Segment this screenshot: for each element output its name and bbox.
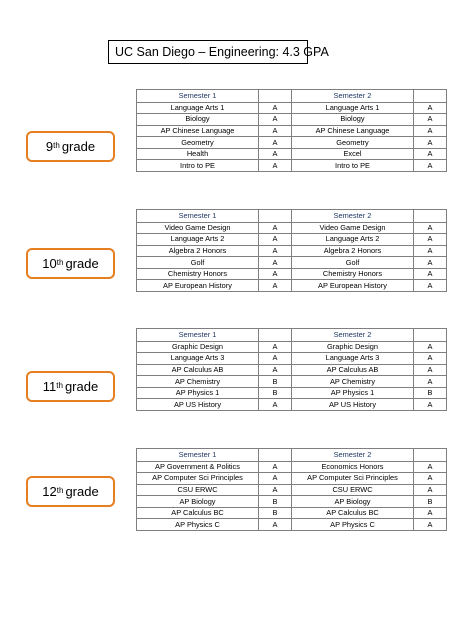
- grade-cell: A: [259, 222, 292, 234]
- course-cell: AP US History: [137, 399, 259, 411]
- course-cell: AP Physics 1: [292, 387, 414, 399]
- semester-1-header: Semester 1: [137, 210, 259, 223]
- course-cell: Language Arts 1: [137, 102, 259, 114]
- table-row: [137, 234, 447, 246]
- blank-header: [414, 210, 447, 223]
- grade-cell: A: [414, 268, 447, 280]
- grade-number: 10: [42, 256, 57, 271]
- course-cell: Graphic Design: [137, 341, 259, 353]
- grade-cell: A: [259, 148, 292, 160]
- table-row: [137, 160, 447, 172]
- blank-header: [414, 90, 447, 103]
- semester-1-header: Semester 1: [137, 449, 259, 462]
- course-cell: AP Calculus BC: [292, 507, 414, 519]
- grade-cell: A: [414, 341, 447, 353]
- grade-cell: A: [259, 234, 292, 246]
- table-row: [137, 222, 447, 234]
- grade-cell: A: [414, 484, 447, 496]
- grade-label-12: 12 $^{th}$ grade: [26, 476, 115, 507]
- table-row: [137, 353, 447, 365]
- grade-cell: A: [414, 245, 447, 257]
- grade-cell: A: [414, 399, 447, 411]
- course-cell: Economics Honors: [292, 461, 414, 473]
- grade-word: grade: [61, 139, 96, 154]
- course-cell: AP European History: [292, 280, 414, 292]
- table-row: [137, 257, 447, 269]
- table-row: [137, 148, 447, 160]
- course-cell: Graphic Design: [292, 341, 414, 353]
- course-cell: Algebra 2 Honors: [137, 245, 259, 257]
- course-cell: Chemistry Honors: [292, 268, 414, 280]
- table-row: [137, 245, 447, 257]
- table-row: [137, 496, 447, 508]
- course-cell: Intro to PE: [137, 160, 259, 172]
- course-cell: Algebra 2 Honors: [292, 245, 414, 257]
- grade-cell: A: [259, 114, 292, 126]
- semester-2-header: Semester 2: [292, 90, 414, 103]
- grade-word: grade: [65, 256, 99, 271]
- blank-header: [259, 90, 292, 103]
- table-row: [137, 102, 447, 114]
- grade-cell: A: [259, 245, 292, 257]
- semester-1-header: Semester 1: [137, 329, 259, 342]
- grade-cell: A: [414, 125, 447, 137]
- blank-header: [259, 449, 292, 462]
- course-cell: Language Arts 2: [137, 234, 259, 246]
- table-row: [137, 114, 447, 126]
- grade-cell: A: [259, 102, 292, 114]
- grade-label-10: 10 $^{th}$ grade: [26, 248, 115, 279]
- grades-table-10: [136, 209, 447, 292]
- grade-cell: A: [259, 160, 292, 172]
- grade-cell: A: [414, 102, 447, 114]
- grade-word: grade: [64, 379, 99, 394]
- grade-cell: A: [259, 125, 292, 137]
- table-row: [137, 137, 447, 149]
- table-row: [137, 399, 447, 411]
- course-cell: Geometry: [137, 137, 259, 149]
- course-cell: Language Arts 2: [292, 234, 414, 246]
- table-row: [137, 364, 447, 376]
- course-cell: AP Computer Sci Principles: [292, 473, 414, 485]
- course-cell: Biology: [137, 114, 259, 126]
- table-row: [137, 280, 447, 292]
- grade-cell: A: [414, 507, 447, 519]
- course-cell: Video Game Design: [292, 222, 414, 234]
- grade-cell: B: [414, 387, 447, 399]
- grade-cell: A: [414, 114, 447, 126]
- grade-cell: A: [414, 364, 447, 376]
- course-cell: CSU ERWC: [292, 484, 414, 496]
- grade-number: 9: [45, 139, 54, 154]
- grade-label-11: 11 $^{th}$ grade: [26, 371, 115, 402]
- grade-cell: A: [259, 473, 292, 485]
- grade-cell: A: [259, 137, 292, 149]
- course-cell: AP Biology: [292, 496, 414, 508]
- blank-header: [259, 329, 292, 342]
- blank-header: [414, 449, 447, 462]
- grade-cell: A: [414, 137, 447, 149]
- course-cell: AP Calculus BC: [137, 507, 259, 519]
- grade-cell: B: [259, 496, 292, 508]
- table-row: [137, 268, 447, 280]
- grade-cell: A: [414, 148, 447, 160]
- page-title: UC San Diego – Engineering: 4.3 GPA: [108, 40, 308, 64]
- course-cell: Golf: [292, 257, 414, 269]
- grade-cell: A: [414, 376, 447, 388]
- grade-cell: B: [259, 507, 292, 519]
- table-row: [137, 376, 447, 388]
- table-row: [137, 125, 447, 137]
- course-cell: AP Chinese Language: [292, 125, 414, 137]
- course-cell: Language Arts 3: [137, 353, 259, 365]
- table-header-row: [137, 90, 447, 103]
- semester-2-header: Semester 2: [292, 449, 414, 462]
- grade-cell: A: [414, 280, 447, 292]
- course-cell: AP Physics C: [292, 519, 414, 531]
- course-cell: Excel: [292, 148, 414, 160]
- table-row: [137, 341, 447, 353]
- blank-header: [259, 210, 292, 223]
- table-row: [137, 461, 447, 473]
- grade-cell: A: [259, 280, 292, 292]
- table-header-row: [137, 329, 447, 342]
- semester-2-header: Semester 2: [292, 329, 414, 342]
- grade-label-9: 9 $^{th}$ grade: [26, 131, 115, 162]
- course-cell: AP European History: [137, 280, 259, 292]
- grade-cell: B: [414, 496, 447, 508]
- table-row: [137, 519, 447, 531]
- grade-cell: A: [259, 364, 292, 376]
- grade-cell: A: [259, 399, 292, 411]
- table-header-row: [137, 449, 447, 462]
- course-cell: AP Chemistry: [292, 376, 414, 388]
- grade-cell: A: [414, 257, 447, 269]
- grade-number: 11: [42, 379, 57, 394]
- course-cell: AP Calculus AB: [137, 364, 259, 376]
- course-cell: AP Chinese Language: [137, 125, 259, 137]
- grade-number: 12: [42, 484, 57, 499]
- table-row: [137, 473, 447, 485]
- course-cell: AP Biology: [137, 496, 259, 508]
- course-cell: AP Physics 1: [137, 387, 259, 399]
- semester-2-header: Semester 2: [292, 210, 414, 223]
- grade-cell: A: [259, 519, 292, 531]
- course-cell: AP US History: [292, 399, 414, 411]
- grades-table-9: [136, 89, 447, 172]
- course-cell: Biology: [292, 114, 414, 126]
- course-cell: AP Calculus AB: [292, 364, 414, 376]
- grade-cell: B: [259, 376, 292, 388]
- table-row: [137, 484, 447, 496]
- grade-cell: A: [259, 353, 292, 365]
- course-cell: CSU ERWC: [137, 484, 259, 496]
- grade-cell: A: [414, 234, 447, 246]
- table-row: [137, 507, 447, 519]
- course-cell: Geometry: [292, 137, 414, 149]
- grades-table-11: [136, 328, 447, 411]
- course-cell: Language Arts 1: [292, 102, 414, 114]
- course-cell: AP Chemistry: [137, 376, 259, 388]
- course-cell: Chemistry Honors: [137, 268, 259, 280]
- course-cell: AP Computer Sci Principles: [137, 473, 259, 485]
- grade-cell: A: [259, 484, 292, 496]
- grade-cell: A: [259, 257, 292, 269]
- course-cell: Golf: [137, 257, 259, 269]
- course-cell: Health: [137, 148, 259, 160]
- grade-cell: A: [259, 461, 292, 473]
- grade-word: grade: [65, 484, 99, 499]
- course-cell: AP Physics C: [137, 519, 259, 531]
- grade-cell: A: [414, 160, 447, 172]
- grade-cell: A: [414, 222, 447, 234]
- course-cell: Video Game Design: [137, 222, 259, 234]
- grade-cell: A: [414, 353, 447, 365]
- grade-cell: B: [259, 387, 292, 399]
- grade-cell: A: [259, 341, 292, 353]
- grade-cell: A: [414, 461, 447, 473]
- grade-cell: A: [414, 473, 447, 485]
- table-row: [137, 387, 447, 399]
- grade-cell: A: [414, 519, 447, 531]
- course-cell: Intro to PE: [292, 160, 414, 172]
- course-cell: Language Arts 3: [292, 353, 414, 365]
- blank-header: [414, 329, 447, 342]
- grades-table-12: [136, 448, 447, 531]
- table-header-row: [137, 210, 447, 223]
- semester-1-header: Semester 1: [137, 90, 259, 103]
- course-cell: AP Government & Politics: [137, 461, 259, 473]
- grade-cell: A: [259, 268, 292, 280]
